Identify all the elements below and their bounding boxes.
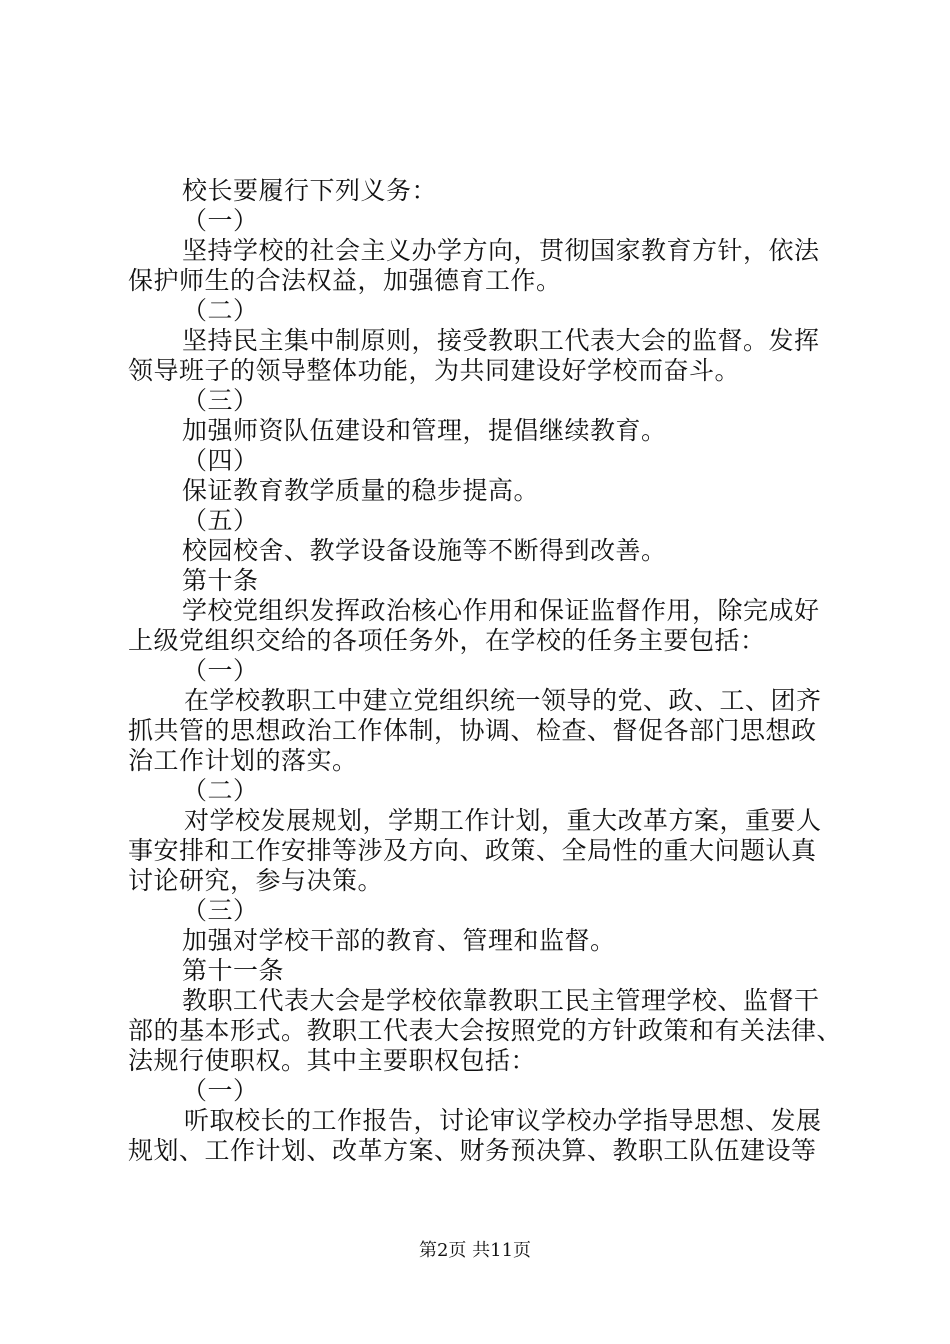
document-line: 教职工代表大会是学校依靠教职工民主管理学校、监督干 bbox=[182, 986, 820, 1015]
document-line: 坚持学校的社会主义办学方向，贯彻国家教育方针，依法 bbox=[182, 236, 820, 265]
document-line: 校园校舍、教学设备设施等不断得到改善。 bbox=[182, 536, 667, 565]
document-line: 抓共管的思想政治工作体制，协调、检查、督促各部门思想政 bbox=[128, 716, 817, 745]
document-line: （四） bbox=[182, 446, 259, 475]
document-line: （一） bbox=[182, 206, 259, 235]
document-line: 事安排和工作安排等涉及方向、政策、全局性的重大问题认真 bbox=[128, 836, 817, 865]
document-line: （二） bbox=[182, 296, 259, 325]
document-line: 讨论研究，参与决策。 bbox=[128, 866, 384, 895]
page-footer: 第2页 共11页 bbox=[418, 1240, 532, 1261]
document-line: （三） bbox=[182, 896, 259, 925]
document-line: 保证教育教学质量的稳步提高。 bbox=[182, 476, 540, 505]
document-line: 规划、工作计划、改革方案、财务预决算、教职工队伍建设等 bbox=[128, 1136, 817, 1165]
document-line: 部的基本形式。教职工代表大会按照党的方针政策和有关法律、 bbox=[128, 1016, 843, 1045]
document-line: 坚持民主集中制原则，接受教职工代表大会的监督。发挥 bbox=[182, 326, 820, 355]
document-line: 第十一条 bbox=[182, 956, 285, 985]
document-line: （三） bbox=[182, 386, 259, 415]
document-line: 领导班子的领导整体功能，为共同建设好学校而奋斗。 bbox=[128, 356, 741, 385]
document-line: （二） bbox=[182, 776, 259, 805]
document-line: 校长要履行下列义务： bbox=[182, 176, 438, 205]
document-line: （五） bbox=[182, 506, 259, 535]
document-line: （一） bbox=[182, 1076, 259, 1105]
document-line: 加强对学校干部的教育、管理和监督。 bbox=[182, 926, 616, 955]
document-line: 第十条 bbox=[182, 566, 259, 595]
document-line: 保护师生的合法权益，加强德育工作。 bbox=[128, 266, 562, 295]
document-line: 对学校发展规划，学期工作计划，重大改革方案，重要人 bbox=[184, 806, 822, 835]
document-line: （一） bbox=[182, 656, 259, 685]
document-line: 学校党组织发挥政治核心作用和保证监督作用，除完成好 bbox=[182, 596, 820, 625]
document-line: 在学校教职工中建立党组织统一领导的党、政、工、团齐 bbox=[184, 686, 822, 715]
document-line: 治工作计划的落实。 bbox=[128, 746, 358, 775]
document-line: 听取校长的工作报告，讨论审议学校办学指导思想、发展 bbox=[184, 1106, 822, 1135]
document-line: 上级党组织交给的各项任务外，在学校的任务主要包括： bbox=[128, 626, 766, 655]
document-line: 加强师资队伍建设和管理，提倡继续教育。 bbox=[182, 416, 667, 445]
document-line: 法规行使职权。其中主要职权包括： bbox=[128, 1046, 537, 1075]
document-body bbox=[128, 176, 843, 1166]
